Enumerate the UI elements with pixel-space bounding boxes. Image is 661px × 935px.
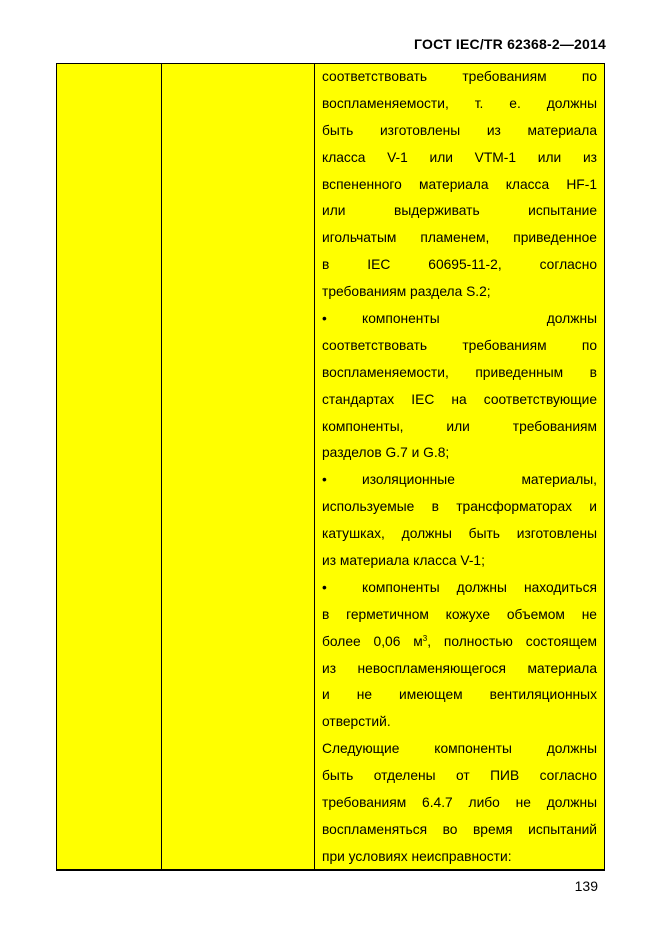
text-line: соответствовать требованиям по: [322, 69, 597, 84]
text-line: соответствовать требованиям по: [322, 337, 597, 353]
table-column-2: [162, 64, 315, 869]
document-header: ГОСТ IEC/TR 62368-2—2014: [414, 36, 606, 52]
text-line: в IEC 60695-11-2, согласно: [322, 257, 597, 273]
bullet-line: [322, 467, 597, 494]
text-line: при условиях неисправности:: [322, 848, 512, 864]
text-line: и не имеющем вентиляционных: [322, 687, 597, 703]
text-line: класса V-1 или VTM-1 или из: [322, 149, 597, 165]
bullet-line: [322, 306, 597, 333]
table-column-1: [56, 64, 162, 869]
text-line: из невоспламеняющегося материала: [322, 660, 597, 676]
text-line: стандартах IEC на соответствующие: [322, 391, 597, 407]
text-line: вспененного материала класса HF-1: [322, 176, 597, 192]
text-line: используемые в трансформаторах и: [322, 499, 597, 515]
text-fragment: более 0,06 м: [322, 633, 423, 649]
bullet-icon: •: [322, 311, 327, 327]
text-line: игольчатым пламенем, приведенное: [322, 230, 597, 246]
text-line: компоненты, или требованиям: [322, 418, 597, 434]
bullet-icon: •: [322, 579, 327, 595]
text-line: быть изготовлены из материала: [322, 122, 597, 138]
text-line: компоненты должны: [362, 311, 597, 327]
superscript: 3: [422, 633, 428, 643]
text-line: катушках, должны быть изготовлены: [322, 526, 597, 542]
page-number: 139: [574, 878, 598, 894]
text-line: воспламеняться во время испытаний: [322, 821, 597, 837]
bullet-line: [322, 575, 597, 602]
text-line: Следующие компоненты должны: [322, 741, 597, 757]
text-line: воспламеняемости, т. е. должны: [322, 95, 597, 111]
text-line: воспламеняемости, приведенным в: [322, 364, 597, 380]
text-line: разделов G.7 и G.8;: [322, 445, 450, 461]
content-table: [56, 63, 605, 871]
text-line-with-superscript: [322, 629, 597, 656]
text-line: требованиям раздела S.2;: [322, 284, 491, 300]
text-line: требованиям 6.4.7 либо не должны: [322, 795, 597, 811]
text-line: изоляционные материалы,: [362, 472, 597, 488]
table-column-3: [315, 64, 605, 869]
text-line: отверстий.: [322, 714, 391, 730]
bullet-icon: •: [322, 472, 327, 488]
text-line: быть отделены от ПИВ согласно: [322, 768, 597, 784]
text-line: из материала класса V-1;: [322, 553, 485, 569]
text-fragment: , полностью состоящем: [427, 633, 597, 649]
text-line: или выдерживать испытание: [322, 203, 597, 219]
text-line: компоненты должны находиться: [362, 579, 597, 595]
text-line: в герметичном кожухе объемом не: [322, 606, 597, 622]
